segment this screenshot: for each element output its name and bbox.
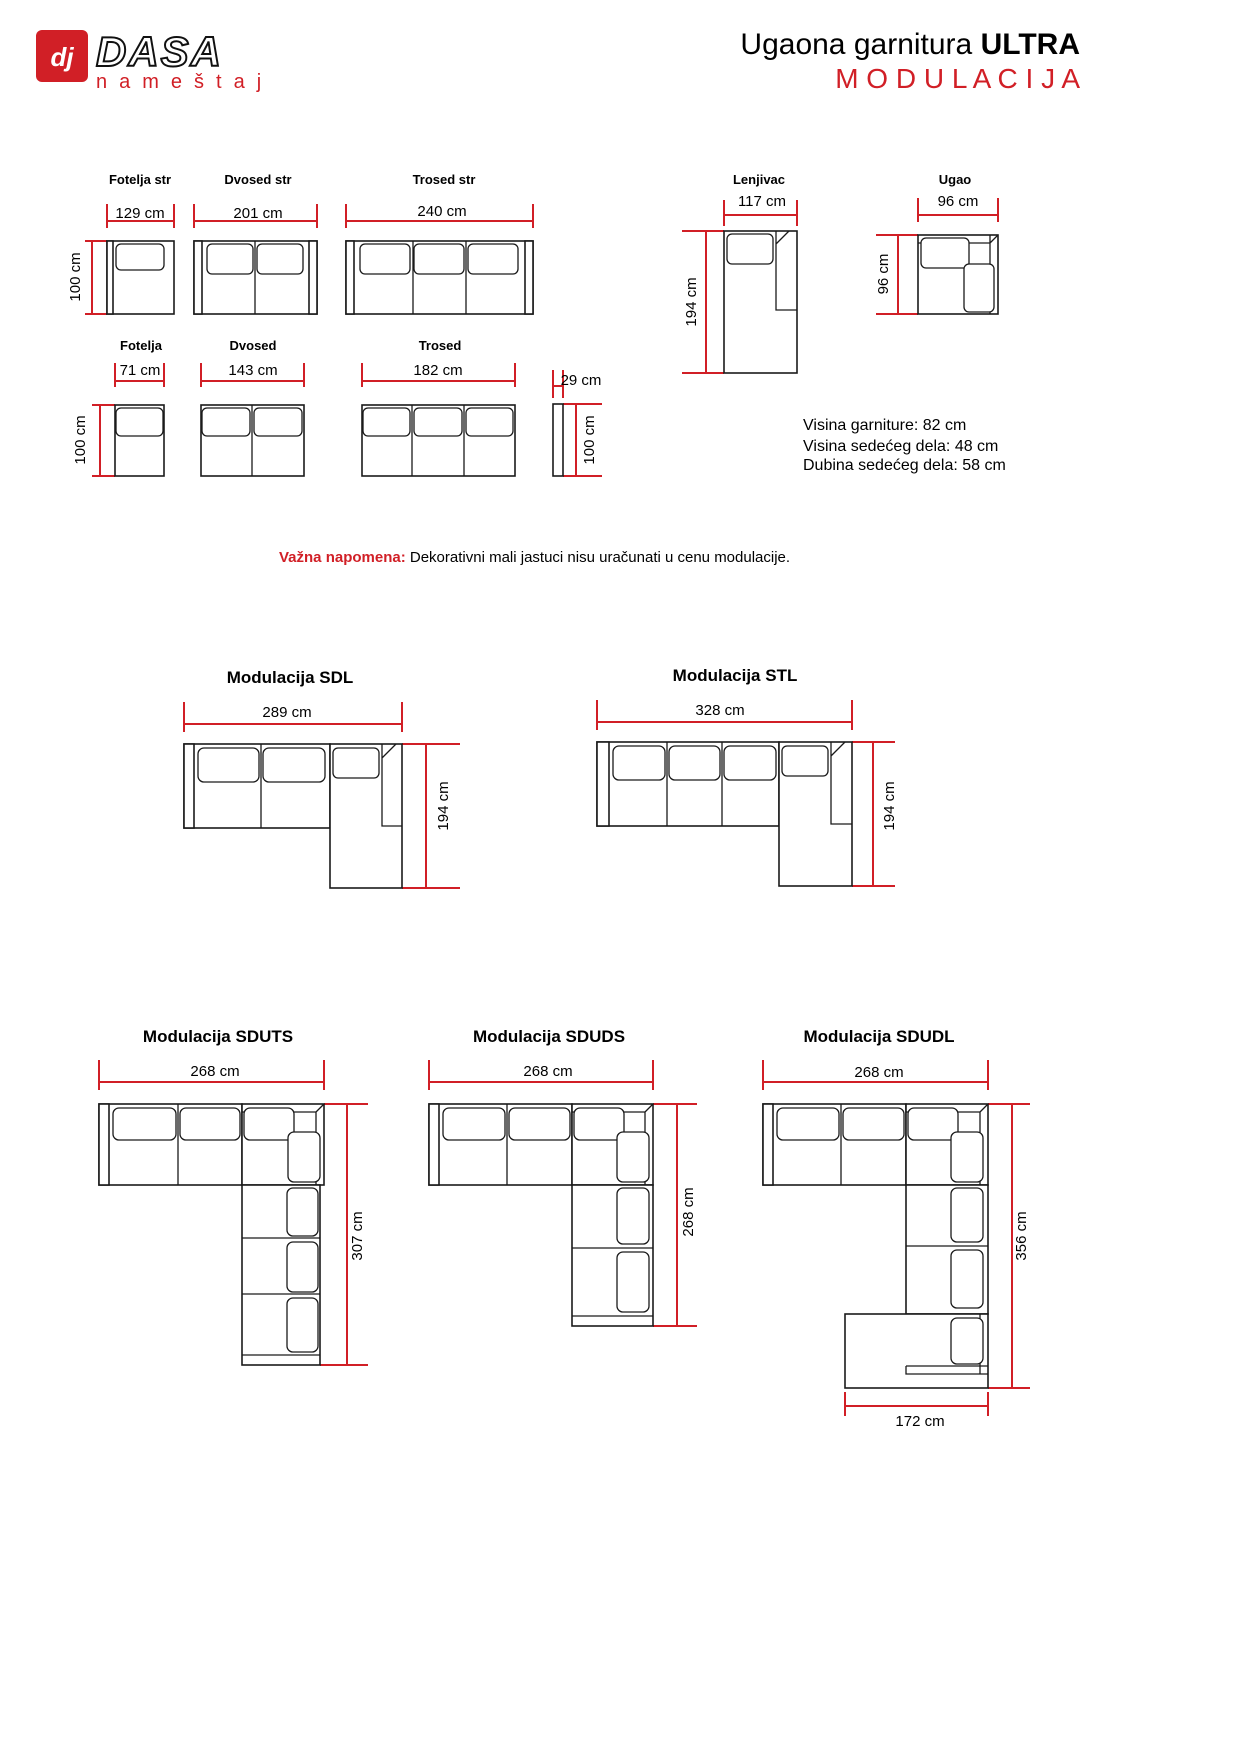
- modulation-title: Modulacija SDUTS: [142, 1027, 294, 1046]
- important-note: [279, 549, 790, 566]
- spec-seat-height: Visina sedećeg dela: 48 cm: [803, 438, 999, 455]
- module-stranica: [553, 370, 602, 476]
- modulation-sduds: [429, 1027, 697, 1326]
- module-label: Dvosed str: [224, 172, 292, 187]
- page-title: Ugaona garnitura ULTRA: [740, 28, 1080, 61]
- module-lenjivac: [682, 172, 797, 373]
- module-label: Ugao: [938, 172, 972, 187]
- dimension-width: 29 cm: [560, 372, 602, 389]
- dimension-width: 129 cm: [115, 205, 165, 222]
- dimension-depth: 100 cm: [72, 415, 89, 465]
- page-header: [740, 28, 1080, 94]
- spec-height: Visina garniture: 82 cm: [803, 417, 967, 434]
- dimension-width: 201 cm: [233, 205, 283, 222]
- dimension-bottom-width: 172 cm: [895, 1413, 945, 1430]
- module-fotelja: [72, 338, 164, 476]
- module-label: Fotelja str: [108, 172, 172, 187]
- modulation-title: Modulacija SDUDL: [803, 1027, 955, 1046]
- modulation-sdl: [184, 668, 460, 888]
- dimension-width: 182 cm: [413, 362, 463, 379]
- modulation-sdudl: [763, 1027, 1030, 1430]
- module-dvosed-str: [194, 172, 317, 314]
- modulation-title: Modulacija SDL: [226, 668, 354, 687]
- module-label: Trosed: [418, 338, 462, 353]
- dimension-depth: 194 cm: [881, 781, 898, 831]
- specs-block: [803, 417, 1006, 474]
- logo-mark-text: dj: [50, 42, 74, 72]
- dimension-depth: 268 cm: [680, 1187, 697, 1237]
- module-label: Trosed str: [412, 172, 476, 187]
- module-trosed: [362, 338, 515, 476]
- dimension-depth: 96 cm: [875, 253, 892, 295]
- modulation-sduts: [99, 1027, 368, 1365]
- dimension-depth: 100 cm: [581, 415, 598, 465]
- note-text: Važna napomena: Dekorativni mali jastuci nisu uračunati u cenu modulacije.: [279, 549, 791, 566]
- module-label: Dvosed: [229, 338, 277, 353]
- dimension-width: 268 cm: [854, 1064, 904, 1081]
- dimension-width: 289 cm: [262, 704, 312, 721]
- page-subtitle: M O D U L A C I J A: [835, 63, 1080, 94]
- dimension-width: 268 cm: [190, 1063, 240, 1080]
- dimension-width: 240 cm: [417, 203, 467, 220]
- dimension-depth: 100 cm: [67, 252, 84, 302]
- module-trosed-str: [346, 172, 533, 314]
- module-label: Fotelja: [120, 338, 162, 353]
- brand-logo: [36, 28, 273, 93]
- dimension-width: 117 cm: [737, 193, 787, 210]
- module-ugao: [875, 172, 998, 314]
- modulation-title: Modulacija SDUDS: [472, 1027, 626, 1046]
- module-fotelja-str: [67, 172, 174, 314]
- dimension-depth: 356 cm: [1013, 1211, 1030, 1261]
- dimension-width: 143 cm: [228, 362, 278, 379]
- dimension-width: 71 cm: [119, 362, 161, 379]
- dimension-depth: 194 cm: [435, 781, 452, 831]
- module-dvosed: [201, 338, 304, 476]
- brand-subtitle: nameštaj: [96, 71, 274, 93]
- dimension-width: 268 cm: [523, 1063, 573, 1080]
- modulation-stl: [597, 666, 898, 886]
- modulation-title: Modulacija STL: [672, 666, 798, 685]
- module-label: Lenjivac: [732, 172, 786, 187]
- spec-seat-depth: Dubina sedećeg dela: 58 cm: [803, 457, 1006, 474]
- brand-name: DASA: [96, 28, 224, 75]
- dimension-width: 96 cm: [937, 193, 979, 210]
- dimension-depth: 307 cm: [349, 1211, 366, 1261]
- dimension-width: 328 cm: [695, 702, 745, 719]
- dimension-depth: 194 cm: [683, 277, 700, 327]
